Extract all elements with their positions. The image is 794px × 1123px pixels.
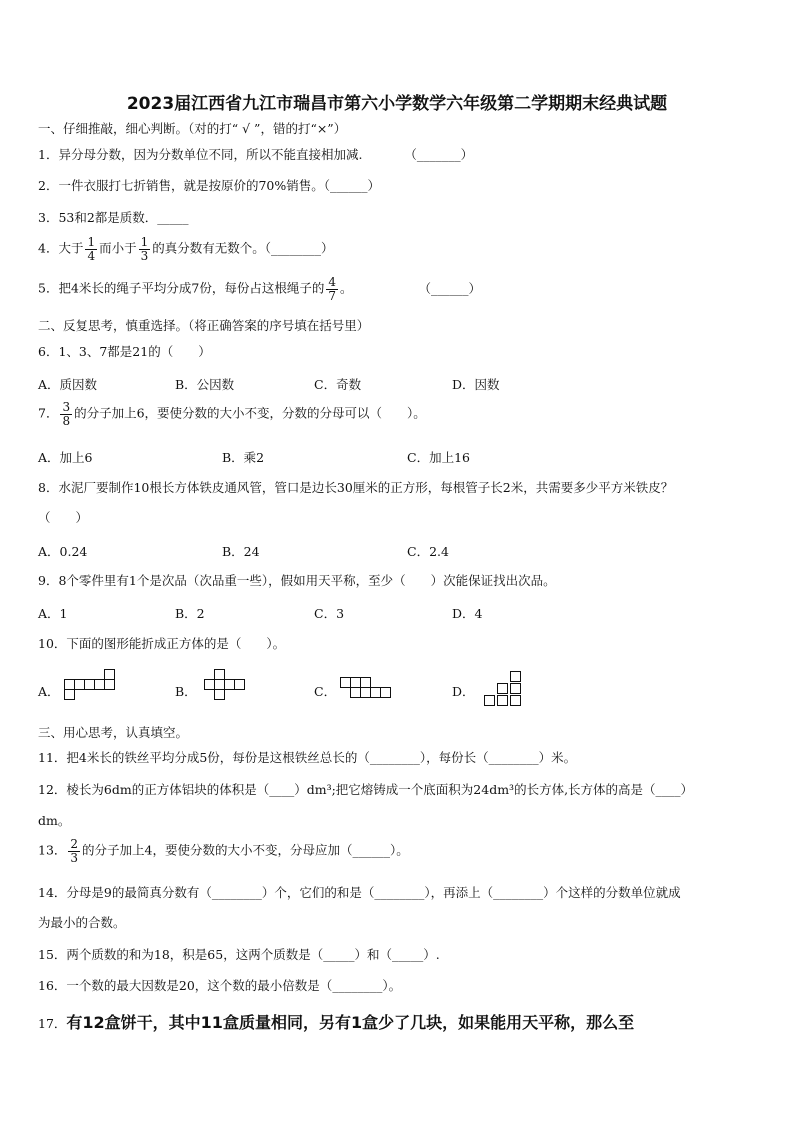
answer-blank[interactable]: （_______） (404, 147, 474, 162)
option-a[interactable]: A．加上6 (38, 450, 93, 465)
question-15: 15．两个质数的和为18，积是65，这两个质数是（_____）和（_____）. (38, 947, 440, 962)
option-c[interactable]: C．加上16 (407, 450, 470, 465)
option-d[interactable]: D．因数 (452, 377, 500, 392)
question-14: 14．分母是9的最简真分数有（________）个，它们的和是（________），再添上（________）个这样的分数单位就成 (38, 885, 681, 900)
option-b[interactable]: B．乘2 (222, 450, 265, 465)
question-6: 6．1、3、7都是21的（ ） (38, 344, 211, 359)
option-a[interactable]: A． (38, 684, 60, 699)
section-2-heading: 二、反复思考，慎重选择。（将正确答案的序号填在括号里） (38, 318, 370, 333)
option-b[interactable]: B．公因数 (175, 377, 235, 392)
page-title: 2023届江西省九江市瑞昌市第六小学数学六年级第二学期期末经典试题 (126, 94, 668, 114)
option-a[interactable]: A．1 (38, 606, 68, 621)
option-a[interactable]: A．质因数 (38, 377, 98, 392)
option-c[interactable]: C． (314, 684, 337, 699)
question-9: 9．8个零件里有1个是次品（次品重一些），假如用天平称，至少（ ）次能保证找出次品。 (38, 573, 556, 588)
question-13: 13． $\frac{2}{3}$ 的分子加上4，要使分数的大小不变，分母应加（______）。 (38, 837, 409, 865)
fraction: $\frac{1}{3}$ (140, 235, 149, 263)
fraction: $\frac{3}{8}$ (62, 400, 71, 428)
option-c[interactable]: C．2.4 (407, 544, 449, 559)
question-17: 17．有12盒饼干，其中11盒质量相同，另有1盒少了几块，如果能用天平称，那么至 (38, 1013, 635, 1032)
option-d[interactable]: D．4 (452, 606, 483, 621)
option-d[interactable]: D． (452, 684, 475, 699)
question-2: 2．一件衣服打七折销售，就是按原价的70%销售。（______） (38, 178, 380, 193)
option-b[interactable]: B．2 (175, 606, 205, 621)
option-b[interactable]: B．24 (222, 544, 260, 559)
answer-blank[interactable]: （______） (418, 280, 482, 296)
question-1 (38, 147, 473, 162)
question-8: 8．水泥厂要制作10根长方体铁皮通风管，管口是边长30厘米的正方形，每根管子长2米，共需要多少平方米铁皮？ (38, 480, 674, 495)
question-12: 12．棱长为6dm的正方体铝块的体积是（____）dm³;把它熔铸成一个底面积为24dm³的长方体,长方体的高是（____） (38, 782, 694, 797)
option-c[interactable]: C．3 (314, 606, 345, 621)
section-3-heading: 三、用心思考，认真填空。 (38, 725, 189, 740)
option-a[interactable]: A．0.24 (38, 544, 88, 559)
question-10: 10．下面的图形能折成正方体的是（ ）。 (38, 636, 286, 651)
question-14-continued: 为最小的合数。 (38, 915, 126, 930)
fraction: $\frac{4}{7}$ (328, 275, 337, 303)
fraction: $\frac{2}{3}$ (70, 837, 79, 865)
option-b[interactable]: B． (175, 684, 197, 699)
question-5: 5．把4米长的绳子平均分成7份，每份占这根绳子的 $\frac{4}{7}$ 。 （______） (38, 275, 482, 303)
question-8-paren: （ ） (38, 510, 89, 525)
question-1-text: 1．异分母分数，因为分数单位不同，所以不能直接相加减. (38, 147, 363, 162)
question-16: 16．一个数的最大因数是20，这个数的最小倍数是（________）。 (38, 978, 402, 993)
question-3: 3．53和2都是质数．_____ (38, 210, 189, 225)
option-c[interactable]: C．奇数 (314, 377, 362, 392)
section-1-heading: 一、仔细推敲，细心判断。（对的打“ √ ”，错的打“×”） (38, 121, 347, 136)
question-11: 11．把4米长的铁丝平均分成5份，每份是这根铁丝总长的（________），每份长（________）米。 (38, 750, 577, 765)
question-12-continued: dm。 (38, 813, 71, 828)
question-4: 4．大于 $\frac{1}{4}$ 而小于 $\frac{1}{3}$ 的真分数有无数个。（________） (38, 235, 334, 263)
fraction: $\frac{1}{4}$ (87, 235, 96, 263)
question-7: 7． $\frac{3}{8}$ 的分子加上6，要使分数的大小不变，分数的分母可以（ ）。 (38, 400, 426, 428)
